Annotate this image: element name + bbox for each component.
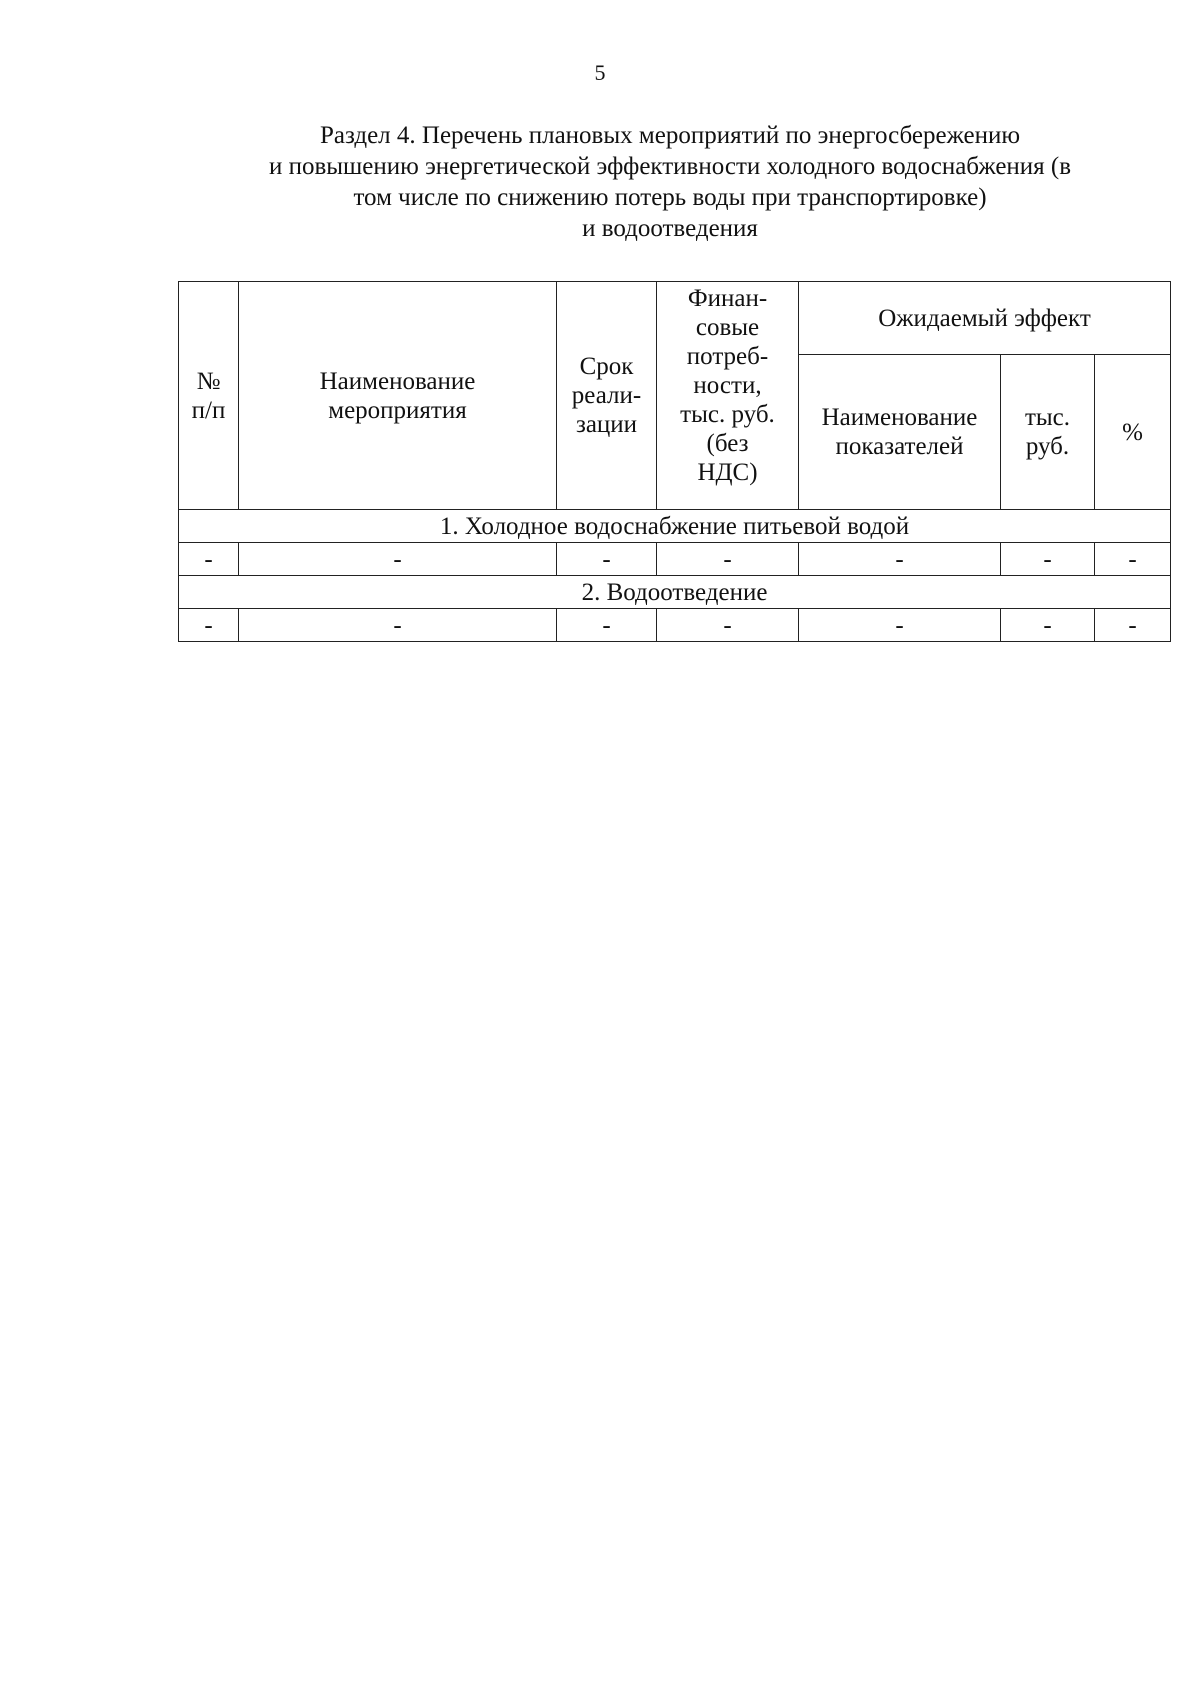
title-line: Раздел 4. Перечень плановых мероприятий по энергосбережению [319,122,1021,149]
cell-term: - [557,543,657,576]
title-line: том числе по снижению потерь воды при транспортировке) [353,184,987,211]
section-row [179,576,1171,609]
table-row [179,609,1171,642]
section-title-wastewater: 2. Водоотведение [179,576,1171,609]
table-row [179,543,1171,576]
cell-measure-name: - [239,543,557,576]
header-finance: Финан- совые потреб- ности, тыс. руб. (без НДС) [657,282,799,510]
cell-finance: - [657,543,799,576]
cell-indicators: - [799,543,1001,576]
cell-thousand-rub: - [1001,609,1095,642]
header-measure-name: Наименование мероприятия [239,282,557,510]
header-indicators: Наименование показателей [799,355,1001,510]
header-number: № п/п [179,282,239,510]
section-title [170,120,1170,244]
title-line: и повышению энергетической эффективности холодного водоснабжения (в [268,153,1072,180]
header-expected-effect: Ожидаемый эффект [799,282,1171,355]
page-number: 5 [594,60,606,85]
cell-percent: - [1095,609,1171,642]
section-row [179,510,1171,543]
header-thousand-rub: тыс. руб. [1001,355,1095,510]
cell-percent: - [1095,543,1171,576]
section-title-cold-water: 1. Холодное водоснабжение питьевой водой [179,510,1171,543]
header-row-top [179,282,1171,355]
cell-finance: - [657,609,799,642]
cell-number: - [179,543,239,576]
header-term: Срок реали- зации [557,282,657,510]
header-percent: % [1095,355,1171,510]
cell-number: - [179,609,239,642]
cell-term: - [557,609,657,642]
cell-thousand-rub: - [1001,543,1095,576]
measures-table [178,281,1171,642]
cell-indicators: - [799,609,1001,642]
cell-measure-name: - [239,609,557,642]
title-line: и водоотведения [582,215,758,242]
